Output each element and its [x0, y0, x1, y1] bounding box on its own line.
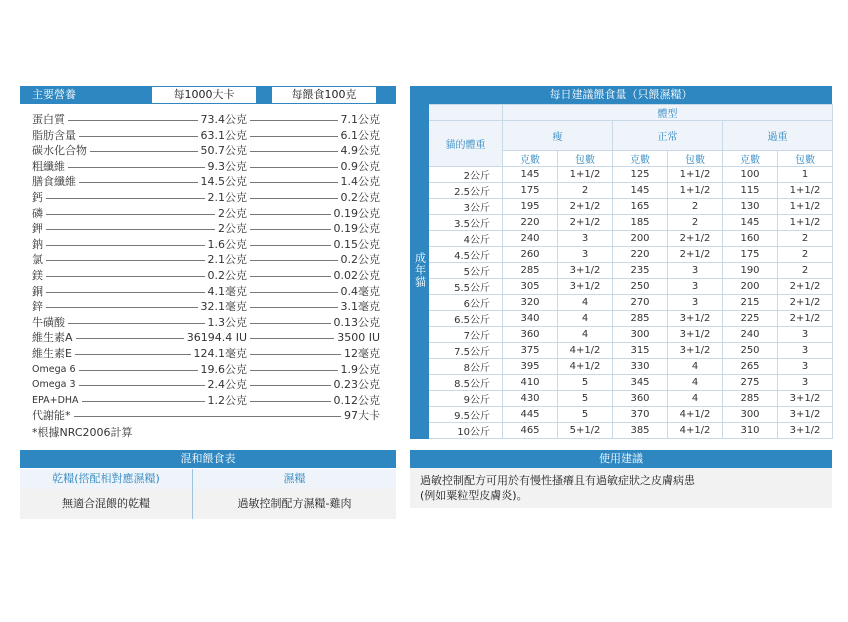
feeding-cell: 4 — [668, 359, 723, 375]
feeding-cell: 285 — [503, 263, 558, 279]
wet-food-value: 過敏控制配方濕糧-雞肉 — [237, 497, 352, 510]
unit-packs: 包數 — [778, 151, 833, 167]
feeding-cell: 375 — [503, 343, 558, 359]
nutrition-header — [20, 86, 396, 104]
feeding-cell: 3 — [668, 279, 723, 295]
nutrient-value-per-1000kcal: 2.1公克 — [205, 252, 251, 268]
feeding-cell: 5 — [558, 375, 613, 391]
nutrient-value-per-1000kcal: 14.5公克 — [198, 174, 251, 190]
feeding-table — [410, 104, 833, 439]
feeding-cell: 2 — [778, 231, 833, 247]
unit-grams: 克數 — [613, 151, 668, 167]
table-row — [411, 279, 833, 295]
feeding-cell: 5 — [558, 391, 613, 407]
nutrient-value-per-100g: 0.2公克 — [338, 190, 381, 206]
feeding-cell: 300 — [613, 327, 668, 343]
feeding-cell: 3 — [778, 375, 833, 391]
nutrition-title: 主要營養 — [32, 88, 76, 101]
feeding-cell: 4 — [558, 295, 613, 311]
feeding-cell: 385 — [613, 423, 668, 439]
feeding-cell: 320 — [503, 295, 558, 311]
nutrient-name: 維生素E — [32, 346, 75, 362]
cat-weight-cell: 5.5公斤 — [429, 279, 503, 295]
feeding-cell: 340 — [503, 311, 558, 327]
nutrient-name: 鉀 — [32, 221, 46, 237]
nutrient-row — [20, 299, 396, 315]
feeding-cell: 185 — [613, 215, 668, 231]
feeding-cell: 1+1/2 — [778, 183, 833, 199]
nutrient-value-per-1000kcal: 63.1公克 — [198, 128, 251, 144]
feeding-cell: 3+1/2 — [558, 263, 613, 279]
table-row — [411, 311, 833, 327]
feeding-cell: 3+1/2 — [778, 407, 833, 423]
feeding-cell: 265 — [723, 359, 778, 375]
feeding-cell: 190 — [723, 263, 778, 279]
feeding-cell: 260 — [503, 247, 558, 263]
table-row — [411, 391, 833, 407]
table-row — [411, 407, 833, 423]
per-100g-header: 每餵食100克 — [272, 87, 376, 103]
mixed-feeding-title: 混和餵食表 — [20, 450, 396, 468]
nutrient-row — [20, 237, 396, 253]
usage-line-2: (例如粟粒型皮膚炎)。 — [420, 489, 528, 502]
feeding-cell: 345 — [613, 375, 668, 391]
nutrient-name: Omega 6 — [32, 362, 79, 378]
nutrient-value-per-100g: 0.15公克 — [331, 237, 381, 253]
nutrient-name: 碳水化合物 — [32, 143, 90, 159]
feeding-cell: 3 — [778, 359, 833, 375]
nutrient-value-per-1000kcal: 32.1毫克 — [198, 299, 251, 315]
feeding-cell: 2+1/2 — [778, 295, 833, 311]
nutrient-name: 代謝能* — [32, 408, 74, 424]
table-row — [411, 423, 833, 439]
nutrient-row — [20, 252, 396, 268]
cat-weight-cell: 3.5公斤 — [429, 215, 503, 231]
nutrient-value-per-100g: 3500 IU — [334, 330, 380, 346]
nutrient-row — [20, 315, 396, 331]
nutrient-row — [20, 143, 396, 159]
feeding-cell: 220 — [613, 247, 668, 263]
cat-weight-cell: 8.5公斤 — [429, 375, 503, 391]
nutrient-name: EPA+DHA — [32, 393, 82, 409]
nutrient-value-per-1000kcal: 2公克 — [215, 221, 250, 237]
category-overweight: 過重 — [723, 121, 833, 151]
usage-text — [410, 468, 832, 508]
nutrient-row — [20, 221, 396, 237]
nutrient-row — [20, 174, 396, 190]
feeding-cell: 115 — [723, 183, 778, 199]
table-row — [411, 343, 833, 359]
feeding-cell: 235 — [613, 263, 668, 279]
nutrient-name: 鋅 — [32, 299, 46, 315]
feeding-cell: 2+1/2 — [558, 199, 613, 215]
feeding-cell: 3+1/2 — [668, 327, 723, 343]
feeding-cell: 3+1/2 — [668, 311, 723, 327]
feeding-cell: 225 — [723, 311, 778, 327]
feeding-cell: 5 — [558, 407, 613, 423]
usage-line-1: 過敏控制配方可用於有慢性搔癢且有過敏症狀之皮膚病患 — [420, 474, 695, 487]
feeding-cell: 285 — [613, 311, 668, 327]
nrc-footnote: *根據NRC2006計算 — [32, 426, 133, 439]
feeding-cell: 4+1/2 — [558, 359, 613, 375]
feeding-cell: 3+1/2 — [778, 423, 833, 439]
feeding-cell: 2 — [558, 183, 613, 199]
nutrient-name: 蛋白質 — [32, 112, 68, 128]
cat-weight-cell: 9公斤 — [429, 391, 503, 407]
feeding-cell: 1+1/2 — [558, 167, 613, 183]
nutrient-row — [20, 159, 396, 175]
feeding-cell: 145 — [613, 183, 668, 199]
cat-weight-cell: 4.5公斤 — [429, 247, 503, 263]
nutrient-name: 粗纖維 — [32, 159, 68, 175]
feeding-cell: 250 — [613, 279, 668, 295]
feeding-cell: 2 — [668, 199, 723, 215]
nutrient-name: 牛磺酸 — [32, 315, 68, 331]
nutrient-name: 鈉 — [32, 237, 46, 253]
category-normal: 正常 — [613, 121, 723, 151]
unit-packs: 包數 — [558, 151, 613, 167]
table-row — [411, 359, 833, 375]
nutrient-value-per-1000kcal: 73.4公克 — [198, 112, 251, 128]
nutrient-value-per-1000kcal: 1.6公克 — [205, 237, 251, 253]
mixed-feeding-header — [20, 469, 396, 489]
nutrient-value-per-100g: 6.1公克 — [338, 128, 381, 144]
feeding-cell: 310 — [723, 423, 778, 439]
feeding-cell: 4 — [558, 311, 613, 327]
feeding-cell: 145 — [723, 215, 778, 231]
nutrient-row — [20, 362, 396, 378]
feeding-cell: 5+1/2 — [558, 423, 613, 439]
table-row — [411, 167, 833, 183]
cat-weight-cell: 8公斤 — [429, 359, 503, 375]
feeding-cell: 1+1/2 — [778, 215, 833, 231]
nutrient-row — [20, 284, 396, 300]
cat-weight-cell: 2.5公斤 — [429, 183, 503, 199]
body-type-header: 體型 — [503, 105, 833, 121]
feeding-cell: 1+1/2 — [668, 167, 723, 183]
nutrient-value-per-100g: 12毫克 — [341, 346, 380, 362]
feeding-cell: 395 — [503, 359, 558, 375]
nutrient-row — [20, 393, 396, 409]
feeding-cell: 2+1/2 — [778, 279, 833, 295]
unit-grams: 克數 — [723, 151, 778, 167]
nutrient-value-per-1000kcal: 36194.4 IU — [184, 330, 250, 346]
table-row — [411, 231, 833, 247]
feeding-cell: 2+1/2 — [668, 247, 723, 263]
feeding-cell: 2 — [778, 247, 833, 263]
nutrient-name: 磷 — [32, 206, 46, 222]
table-row — [411, 215, 833, 231]
feeding-cell: 1 — [778, 167, 833, 183]
cat-weight-cell: 10公斤 — [429, 423, 503, 439]
feeding-cell: 2 — [668, 215, 723, 231]
feeding-cell: 360 — [503, 327, 558, 343]
feeding-cell: 2+1/2 — [778, 311, 833, 327]
nutrient-value-per-100g: 1.4公克 — [338, 174, 381, 190]
feeding-cell: 145 — [503, 167, 558, 183]
feeding-cell: 3 — [778, 327, 833, 343]
cat-weight-cell: 6公斤 — [429, 295, 503, 311]
feeding-cell: 2 — [778, 263, 833, 279]
feeding-cell: 3 — [778, 343, 833, 359]
cat-weight-cell: 5公斤 — [429, 263, 503, 279]
feeding-cell: 240 — [503, 231, 558, 247]
feeding-cell: 3 — [558, 231, 613, 247]
feeding-cell: 125 — [613, 167, 668, 183]
unit-packs: 包數 — [668, 151, 723, 167]
feeding-cell: 2+1/2 — [558, 215, 613, 231]
cat-weight-cell: 7公斤 — [429, 327, 503, 343]
feeding-title: 每日建議餵食量（只餵濕糧） — [410, 86, 832, 104]
feeding-cell: 3+1/2 — [668, 343, 723, 359]
nutrient-row — [20, 112, 396, 128]
nutrient-name: Omega 3 — [32, 377, 79, 393]
per-1000kcal-header: 每1000大卡 — [152, 87, 256, 103]
nutrient-row — [20, 346, 396, 362]
nutrient-row — [20, 330, 396, 346]
nutrient-value-per-1000kcal: 124.1毫克 — [191, 346, 251, 362]
adult-cat-label: 成年貓 — [413, 251, 427, 288]
feeding-cell: 4+1/2 — [558, 343, 613, 359]
nutrient-value-per-1000kcal: 1.3公克 — [205, 315, 251, 331]
dry-food-header: 乾糧(搭配相對應濕糧) — [20, 469, 193, 489]
nutrient-value-per-100g: 7.1公克 — [338, 112, 381, 128]
feeding-cell: 215 — [723, 295, 778, 311]
feeding-cell: 4+1/2 — [668, 407, 723, 423]
nutrient-row — [20, 408, 396, 424]
nutrient-value-per-1000kcal: 2.1公克 — [205, 190, 251, 206]
nutrient-value-per-1000kcal: 19.6公克 — [198, 362, 251, 378]
nutrient-value-per-1000kcal: 2.4公克 — [205, 377, 251, 393]
feeding-cell: 3 — [668, 263, 723, 279]
feeding-cell: 3+1/2 — [558, 279, 613, 295]
feeding-cell: 4 — [558, 327, 613, 343]
feeding-cell: 275 — [723, 375, 778, 391]
nutrient-value-per-100g: 4.9公克 — [338, 143, 381, 159]
feeding-cell: 410 — [503, 375, 558, 391]
table-row — [411, 199, 833, 215]
feeding-cell: 160 — [723, 231, 778, 247]
nutrient-value-per-1000kcal: 2公克 — [215, 206, 250, 222]
nutrient-row — [20, 128, 396, 144]
feeding-cell: 175 — [723, 247, 778, 263]
nutrient-value-per-1000kcal: 0.2公克 — [205, 268, 251, 284]
feeding-cell: 3 — [668, 295, 723, 311]
feeding-cell: 305 — [503, 279, 558, 295]
table-row — [411, 183, 833, 199]
nutrient-value-per-100g: 0.23公克 — [331, 377, 381, 393]
cat-weight-cell: 2公斤 — [429, 167, 503, 183]
feeding-cell: 285 — [723, 391, 778, 407]
nutrient-value-per-100g: 1.9公克 — [338, 362, 381, 378]
nutrient-name: 氯 — [32, 252, 46, 268]
nutrient-value-per-100g: 0.19公克 — [331, 221, 381, 237]
feeding-cell: 200 — [613, 231, 668, 247]
feeding-cell: 4 — [668, 391, 723, 407]
feeding-cell: 465 — [503, 423, 558, 439]
feeding-cell: 165 — [613, 199, 668, 215]
nutrient-name: 鈣 — [32, 190, 46, 206]
feeding-cell: 330 — [613, 359, 668, 375]
cat-weight-cell: 6.5公斤 — [429, 311, 503, 327]
nutrient-name: 銅 — [32, 284, 46, 300]
feeding-cell: 300 — [723, 407, 778, 423]
table-row — [411, 327, 833, 343]
nutrient-name: 膳食纖維 — [32, 174, 79, 190]
feeding-cell: 4+1/2 — [668, 423, 723, 439]
feeding-cell: 250 — [723, 343, 778, 359]
feeding-cell: 200 — [723, 279, 778, 295]
feeding-cell: 130 — [723, 199, 778, 215]
nutrient-value-per-1000kcal: 50.7公克 — [198, 143, 251, 159]
feeding-cell: 430 — [503, 391, 558, 407]
nutrient-value-per-100g: 0.4毫克 — [338, 284, 381, 300]
nutrient-row — [20, 377, 396, 393]
nutrition-list — [20, 112, 396, 424]
table-row — [411, 375, 833, 391]
nutrient-value-per-1000kcal: 1.2公克 — [205, 393, 251, 409]
nutrient-row — [20, 206, 396, 222]
nutrient-value-per-1000kcal: 9.3公克 — [205, 159, 251, 175]
table-row — [411, 263, 833, 279]
cat-weight-cell: 9.5公斤 — [429, 407, 503, 423]
nutrient-value-per-100g: 0.13公克 — [331, 315, 381, 331]
table-row — [411, 247, 833, 263]
nutrient-row — [20, 268, 396, 284]
nutrient-name: 脂肪含量 — [32, 128, 79, 144]
table-row — [411, 295, 833, 311]
feeding-cell: 445 — [503, 407, 558, 423]
nutrient-value-per-100g: 97大卡 — [341, 408, 380, 424]
feeding-cell: 220 — [503, 215, 558, 231]
feeding-cell: 360 — [613, 391, 668, 407]
nutrient-value-per-100g: 0.12公克 — [331, 393, 381, 409]
feeding-cell: 175 — [503, 183, 558, 199]
feeding-cell: 195 — [503, 199, 558, 215]
feeding-cell: 240 — [723, 327, 778, 343]
nutrient-row — [20, 190, 396, 206]
wet-food-header: 濕糧 — [283, 472, 306, 485]
dry-food-value: 無適合混餵的乾糧 — [20, 489, 193, 519]
feeding-cell: 1+1/2 — [778, 199, 833, 215]
feeding-cell: 3+1/2 — [778, 391, 833, 407]
feeding-cell: 370 — [613, 407, 668, 423]
feeding-cell: 315 — [613, 343, 668, 359]
nutrient-value-per-1000kcal: 4.1毫克 — [205, 284, 251, 300]
feeding-cell: 100 — [723, 167, 778, 183]
feeding-cell: 1+1/2 — [668, 183, 723, 199]
mixed-feeding-row — [20, 489, 396, 519]
nutrient-name: 維生素A — [32, 330, 76, 346]
feeding-cell: 270 — [613, 295, 668, 311]
nutrient-name: 鎂 — [32, 268, 46, 284]
unit-grams: 克數 — [503, 151, 558, 167]
category-thin: 瘦 — [503, 121, 613, 151]
feeding-cell: 4 — [668, 375, 723, 391]
feeding-cell: 2+1/2 — [668, 231, 723, 247]
nutrient-value-per-100g: 0.19公克 — [331, 206, 381, 222]
adult-cat-side-label — [411, 105, 429, 439]
feeding-cell: 3 — [558, 247, 613, 263]
nutrient-value-per-100g: 0.9公克 — [338, 159, 381, 175]
cat-weight-cell: 3公斤 — [429, 199, 503, 215]
nutrient-value-per-100g: 0.2公克 — [338, 252, 381, 268]
cat-weight-header: 貓的體重 — [429, 121, 503, 167]
cat-weight-cell: 7.5公斤 — [429, 343, 503, 359]
nutrient-value-per-100g: 3.1毫克 — [338, 299, 381, 315]
usage-title: 使用建議 — [410, 450, 832, 468]
nutrient-value-per-100g: 0.02公克 — [331, 268, 381, 284]
cat-weight-cell: 4公斤 — [429, 231, 503, 247]
